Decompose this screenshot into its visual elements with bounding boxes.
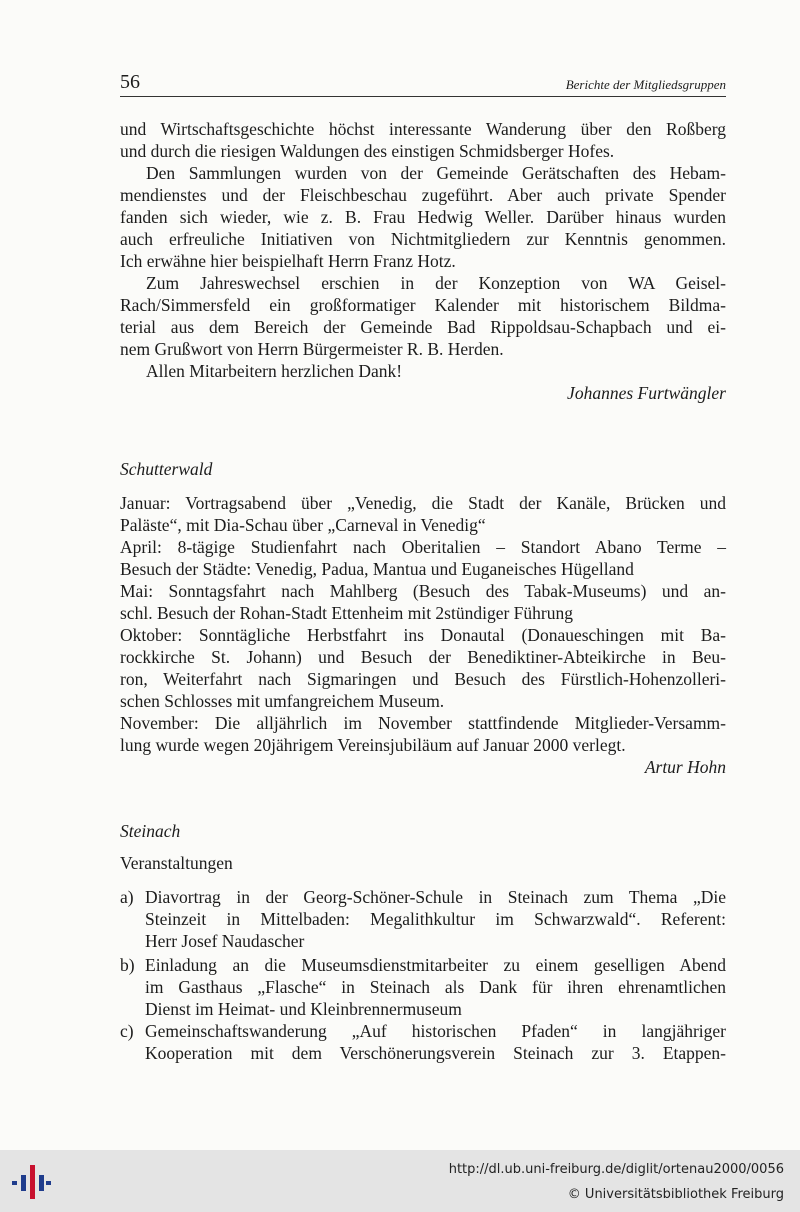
list-item	[120, 954, 726, 1020]
intro-paragraph	[120, 118, 726, 382]
section-title-schutterwald: Schutterwald	[120, 459, 213, 479]
text-line: Allen Mitarbeitern herzlichen Dank!	[146, 361, 403, 381]
section-title-steinach: Steinach	[120, 821, 181, 841]
page-header	[120, 72, 726, 97]
text-line: Oktober: Sonntägliche Herbstfahrt ins Donautal (Donaueschingen mit Ba-	[120, 625, 726, 645]
list-item-text	[145, 954, 726, 1020]
schutterwald-paragraph	[120, 492, 726, 756]
text-line: Januar: Vortragsabend über „Venedig, die Stadt der Kanäle, Brücken und	[120, 493, 726, 513]
text-line: und durch die riesigen Waldungen des einstigen Schmidsberger Hofes.	[120, 141, 615, 161]
text-line: schl. Besuch der Rohan-Stadt Ettenheim mit 2stündiger Führung	[120, 603, 573, 623]
library-logo-icon	[10, 1163, 52, 1201]
text-line: Zum Jahreswechsel erschien in der Konzeption von WA Geisel-	[146, 273, 726, 293]
section-subtitle: Veranstaltungen	[120, 853, 233, 873]
text-line: Paläste“, mit Dia-Schau über „Carneval in Venedig“	[120, 515, 486, 535]
text-line: Herr Josef Naudascher	[145, 931, 305, 951]
text-line: Besuch der Städte: Venedig, Padua, Mantua und Euganeisches Hügelland	[120, 559, 634, 579]
text-line: mendienstes und der Fleischbeschau zugeführt. Aber auch private Spender	[120, 185, 726, 205]
intro-section	[120, 118, 726, 404]
text-line: und Wirtschaftsgeschichte höchst interessante Wanderung über den Roßberg	[120, 119, 726, 139]
text-line: Ich erwähne hier beispielhaft Herrn Franz Hotz.	[120, 251, 456, 271]
list-marker: b)	[120, 955, 135, 975]
text-line: Rach/Simmersfeld ein großformatiger Kalender mit historischem Bildma-	[120, 295, 726, 315]
list-item	[120, 1020, 726, 1064]
copyright-notice: © Universitätsbibliothek Freiburg	[567, 1187, 784, 1202]
text-line: terial aus dem Bereich der Gemeinde Bad Rippoldsau-Schapbach und ei-	[120, 317, 726, 337]
list-marker: a)	[120, 887, 134, 907]
text-line: April: 8-tägige Studienfahrt nach Oberitalien – Standort Abano Terme –	[120, 537, 726, 557]
text-line: im Gasthaus „Flasche“ in Steinach als Dank für ihren ehrenamtlichen	[145, 977, 726, 997]
viewer-footer	[0, 1150, 800, 1212]
list-item-text	[145, 1020, 726, 1064]
text-line: rockkirche St. Johann) und Besuch der Benediktiner-Abteikirche in Beu-	[120, 647, 726, 667]
text-line: November: Die alljährlich im November stattfindende Mitglieder-Versamm-	[120, 713, 726, 733]
text-line: fanden sich wieder, wie z. B. Frau Hedwig Weller. Darüber hinaus wurden	[120, 207, 726, 227]
text-line: Einladung an die Museumsdienstmitarbeiter zu einem geselligen Abend	[145, 955, 726, 975]
text-line: Dienst im Heimat- und Kleinbrennermuseum	[145, 999, 462, 1019]
list-item-text	[145, 886, 726, 952]
schutterwald-section	[120, 492, 726, 778]
list-marker: c)	[120, 1021, 134, 1041]
text-line: ron, Weiterfahrt nach Sigmaringen und Besuch des Fürstlich-Hohenzolleri-	[120, 669, 726, 689]
text-line: Den Sammlungen wurden von der Gemeinde Gerätschaften des Hebam-	[146, 163, 726, 183]
text-line: Kooperation mit dem Verschönerungsverein Steinach zur 3. Etappen-	[145, 1043, 726, 1063]
text-line: Steinzeit in Mittelbaden: Megalithkultur im Schwarzwald“. Referent:	[145, 909, 726, 929]
running-title: Berichte der Mitgliedsgruppen	[565, 77, 726, 92]
list-item	[120, 886, 726, 952]
author-signature: Johannes Furtwängler	[567, 383, 726, 403]
text-line: Mai: Sonntagsfahrt nach Mahlberg (Besuch des Tabak-Museums) und an-	[120, 581, 726, 601]
text-line: Gemeinschaftswanderung „Auf historischen Pfaden“ in langjähriger	[145, 1021, 726, 1041]
text-line: schen Schlosses mit umfangreichem Museum.	[120, 691, 445, 711]
author-signature: Artur Hohn	[644, 757, 726, 777]
page-number: 56	[120, 71, 140, 93]
text-line: Diavortrag in der Georg-Schöner-Schule in Steinach zum Thema „Die	[145, 887, 726, 907]
source-url-link[interactable]: http://dl.ub.uni-freiburg.de/diglit/ortenau2000/0056	[448, 1162, 784, 1177]
text-line: nem Grußwort von Herrn Bürgermeister R. B. Herden.	[120, 339, 504, 359]
text-line: lung wurde wegen 20jährigem Vereinsjubiläum auf Januar 2000 verlegt.	[120, 735, 626, 755]
text-line: auch erfreuliche Initiativen von Nichtmitgliedern zur Kenntnis genommen.	[120, 229, 726, 249]
